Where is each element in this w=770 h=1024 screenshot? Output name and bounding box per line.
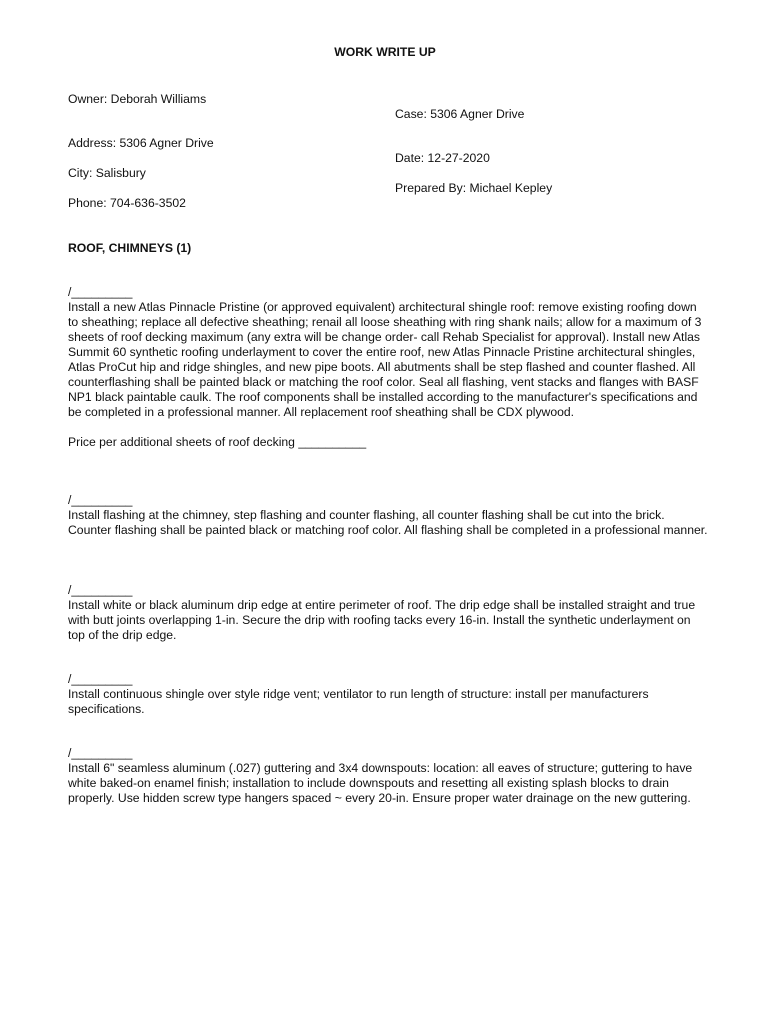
initial-blank: /_________ xyxy=(68,746,133,760)
work-item xyxy=(68,672,708,717)
document-title: WORK WRITE UP xyxy=(334,45,436,59)
work-item xyxy=(68,493,708,538)
section-title: ROOF, CHIMNEYS (1) xyxy=(68,241,192,255)
work-item xyxy=(68,746,708,806)
phone-field: Phone: 704-636-3502 xyxy=(68,196,186,210)
city-field: City: Salisbury xyxy=(68,166,146,180)
prepared-by-field: Prepared By: Michael Kepley xyxy=(395,181,553,195)
date-field: Date: 12-27-2020 xyxy=(395,151,490,165)
initial-blank: /_________ xyxy=(68,672,133,686)
address-field: Address: 5306 Agner Drive xyxy=(68,136,214,150)
work-item-description: Install flashing at the chimney, step flashing and counter flashing, all counter flashing shall be cut into the brick. Counter flashing shall be painted black or matching roof color. All flashing shall be completed in a professional manner. xyxy=(68,508,708,537)
work-item-description: Install a new Atlas Pinnacle Pristine (or approved equivalent) architectural shingle roof: remove existing roofing down to sheathing; replace all defective sheathing; renail all loose sheathing with ring shank nails; allow for a maximum of 3 sheets of roof decking maximum (any extra will be change order- call Rehab Specialist for approval). Install new Atlas Summit 60 synthetic roofing underlayment to cover the entire roof, new Atlas Pinnacle Pristine architectural shingles, Atlas ProCut hip and ridge shingles, and new pipe boots. All abutments shall be step flashed and counter flashed. All counterflashing shall be painted black or matching the roof color. Seal all flashing, vent stacks and flanges with BASF NP1 black paintable caulk. The roof components shall be installed according to the manufacturer's specifications and be completed in a professional manner. All replacement roof sheathing shall be CDX plywood. xyxy=(68,300,702,419)
additional-price-line: Price per additional sheets of roof decking __________ xyxy=(68,435,367,449)
work-item-description: Install 6" seamless aluminum (.027) guttering and 3x4 downspouts: location: all eaves of structure; guttering to have white baked-on enamel finish; installation to include downspouts and resetting all existing splash blocks to drain properly. Use hidden screw type hangers spaced ~ every 20-in. Ensure proper water drainage on the new guttering. xyxy=(68,761,693,805)
initial-blank: /_________ xyxy=(68,493,133,507)
owner-field: Owner: Deborah Williams xyxy=(68,92,207,106)
work-item xyxy=(68,583,708,643)
initial-blank: /_________ xyxy=(68,583,133,597)
work-item xyxy=(68,285,708,450)
work-item-description: Install continuous shingle over style ridge vent; ventilator to run length of structure: install per manufacturers specifications. xyxy=(68,687,649,716)
work-item-description: Install white or black aluminum drip edge at entire perimeter of roof. The drip edge shall be installed straight and true with butt joints overlapping 1-in. Secure the drip with roofing tacks every 16-in. Install the synthetic underlayment on top of the drip edge. xyxy=(68,598,696,642)
case-field: Case: 5306 Agner Drive xyxy=(395,107,525,121)
initial-blank: /_________ xyxy=(68,285,133,299)
